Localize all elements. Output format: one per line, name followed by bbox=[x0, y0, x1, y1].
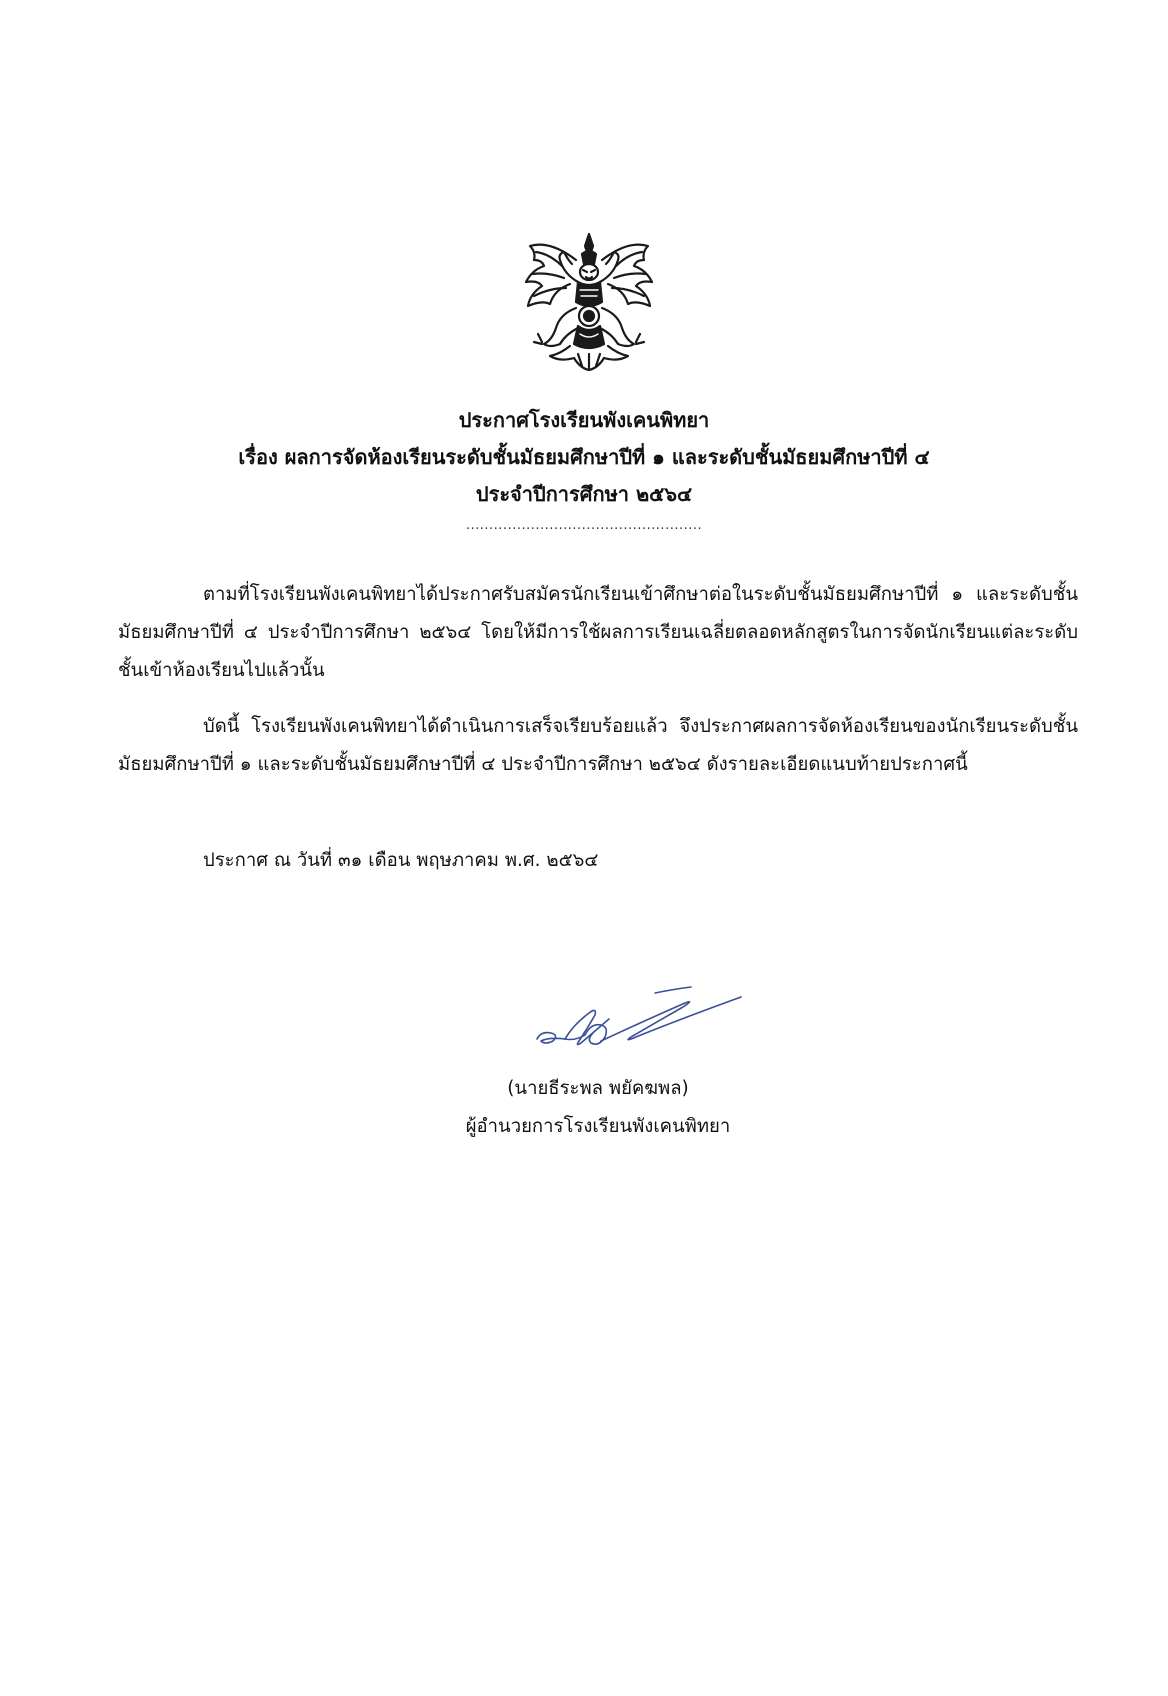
title-line-1: ประกาศโรงเรียนพังเคนพิทยา bbox=[458, 408, 710, 432]
garuda-emblem-icon bbox=[520, 230, 658, 372]
paragraph-1-text: ตามที่โรงเรียนพังเคนพิทยาได้ประกาศรับสมัครนักเรียนเข้าศึกษาต่อในระดับชั้นมัธยมศึกษาปีที่ ๑ และระดับชั้นมัธยมศึกษาปีที่ ๔ ประจำปีการศึกษา ๒๕๖๔ โดยให้มีการใช้ผลการเรียนเฉลี่ยตลอดหลักสูตรในการจัดนักเรียนแต่ละระดับชั้นเข้าห้องเรียนไปแล้วนั้น bbox=[118, 584, 1078, 681]
handwritten-signature bbox=[535, 985, 745, 1055]
paragraph-2-text: บัดนี้ โรงเรียนพังเคนพิทยาได้ดำเนินการเสร็จเรียบร้อยแล้ว จึงประกาศผลการจัดห้องเรียนของนักเรียนระดับชั้นมัธยมศึกษาปีที่ ๑ และระดับชั้นมัธยมศึกษาปีที่ ๔ ประจำปีการศึกษา ๒๕๖๔ ดังรายละเอียดแนบท้ายประกาศนี้ bbox=[118, 716, 1078, 775]
announcement-title bbox=[0, 402, 1168, 513]
title-separator: ................................................... bbox=[465, 518, 703, 533]
signatory-block bbox=[398, 1070, 798, 1146]
announcement-date: ประกาศ ณ วันที่ ๓๑ เดือน พฤษภาคม พ.ศ. ๒๕๖๔ bbox=[203, 850, 599, 871]
signatory-position: ผู้อำนวยการโรงเรียนพังเคนพิทยา bbox=[465, 1116, 731, 1137]
body-paragraph-2 bbox=[118, 708, 1078, 784]
title-line-2: เรื่อง ผลการจัดห้องเรียนระดับชั้นมัธยมศึกษาปีที่ ๑ และระดับชั้นมัธยมศึกษาปีที่ ๔ bbox=[238, 445, 930, 469]
signatory-name: (นายธีระพล พยัคฆพล) bbox=[507, 1078, 689, 1099]
body-paragraph-1 bbox=[118, 576, 1078, 690]
title-line-3: ประจำปีการศึกษา ๒๕๖๔ bbox=[475, 482, 693, 506]
